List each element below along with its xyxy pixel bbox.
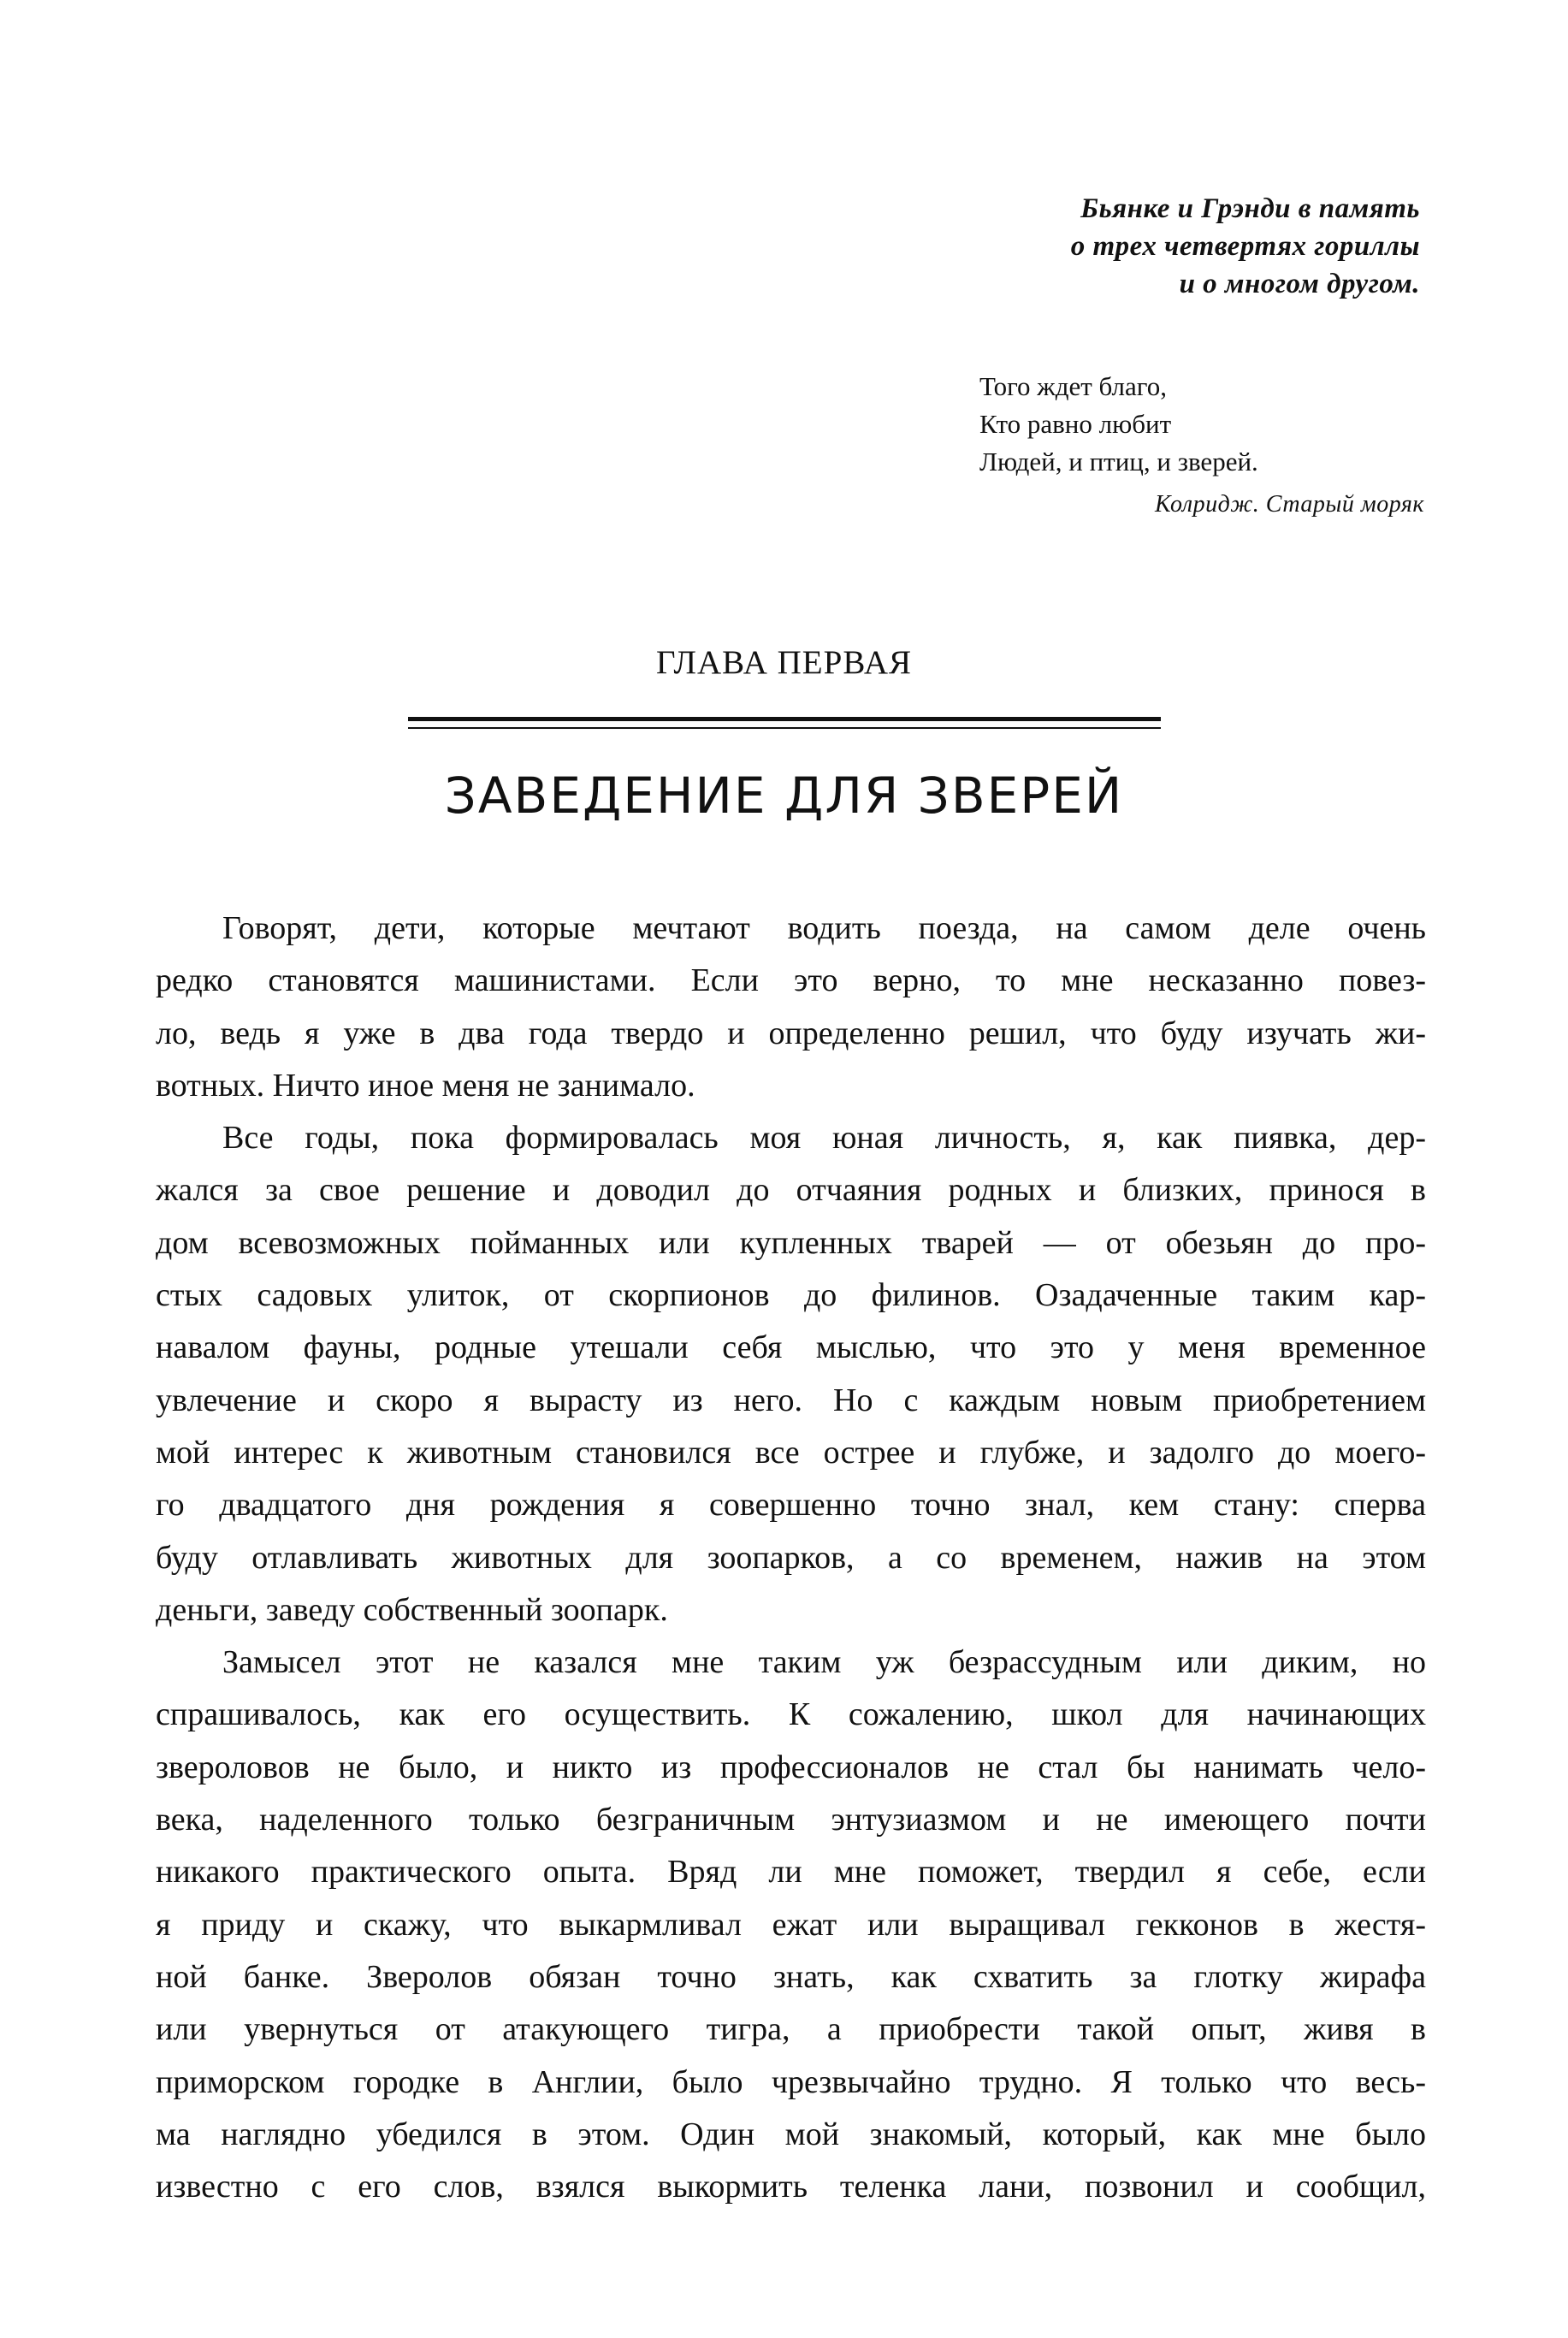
chapter-divider-thick <box>408 717 1161 721</box>
text-line: известно с его слов, взялся выкормить теленка лани, позвонил и сообщил, <box>156 2169 1426 2205</box>
epigraph <box>979 368 1424 522</box>
chapter-title: ЗАВЕДЕНИЕ ДЛЯ ЗВЕРЕЙ <box>444 767 1124 825</box>
text-line: спрашивалось, как его осуществить. К сожалению, школ для начинающих <box>156 1696 1426 1733</box>
text-line: ной банке. Зверолов обязан точно знать, как схватить за глотку жирафа <box>156 1958 1426 1995</box>
paragraph-2 <box>156 1112 1426 1637</box>
text-line: Говорят, дети, которые мечтают водить поезда, на самом деле очень <box>222 910 1426 946</box>
body-text <box>156 903 1426 2213</box>
paragraph-3 <box>156 1637 1426 2213</box>
text-line: увлечение и скоро я вырасту из него. Но с каждым новым приобретением <box>156 1382 1426 1418</box>
epigraph-line: Того ждет благо, <box>979 371 1167 401</box>
text-line: навалом фауны, родные утешали себя мыслью, что это у меня временное <box>156 1329 1426 1366</box>
text-line: приморском городке в Англии, было чрезвычайно трудно. Я только что весь- <box>156 2063 1426 2100</box>
text-line: века, наделенного только безграничным энтузиазмом и не имеющего почти <box>156 1802 1426 1838</box>
text-line: или увернуться от атакующего тигра, а приобрести такой опыт, живя в <box>156 2011 1426 2048</box>
text-line: жался за свое решение и доводил до отчаяния родных и близких, принося в <box>156 1172 1426 1209</box>
text-line: вотных. Ничто иное меня не занимало. <box>156 1067 695 1104</box>
text-line: звероловов не было, и никто из профессионалов не стал бы нанимать чело- <box>156 1749 1426 1785</box>
chapter-divider-thin <box>408 727 1161 729</box>
text-line: редко становятся машинистами. Если это верно, то мне несказанно повез- <box>156 962 1426 999</box>
epigraph-verse <box>979 368 1424 481</box>
dedication-line: о трех четвертях гориллы <box>1070 231 1420 262</box>
text-line: Замысел этот не казался мне таким уж безрассудным или диким, но <box>222 1644 1426 1681</box>
text-line: дом всевозможных пойманных или купленных тварей — от обезьян до про- <box>156 1224 1426 1261</box>
text-line: буду отлавливать животных для зоопарков, а со временем, нажив на этом <box>156 1539 1426 1576</box>
dedication <box>890 190 1420 303</box>
text-line: ло, ведь я уже в два года твердо и определенно решил, что буду изучать жи- <box>156 1015 1426 1051</box>
text-line: Все годы, пока формировалась моя юная личность, я, как пиявка, дер- <box>222 1120 1426 1157</box>
text-line: деньги, заведу собственный зоопарк. <box>156 1591 668 1628</box>
text-line: ма наглядно убедился в этом. Один мой знакомый, который, как мне было <box>156 2116 1426 2152</box>
text-line: стых садовых улиток, от скорпионов до филинов. Озадаченные таким кар- <box>156 1277 1426 1314</box>
text-line: я приду и скажу, что выкармливал ежат или выращивал гекконов в жестя- <box>156 1906 1426 1943</box>
epigraph-attribution: Колридж. Старый моряк <box>1155 491 1424 518</box>
dedication-line: Бьянке и Грэнди в память <box>1080 193 1420 224</box>
text-line: никакого практического опыта. Вряд ли мне поможет, твердил я себе, если <box>156 1854 1426 1891</box>
text-line: го двадцатого дня рождения я совершенно точно знал, кем стану: сперва <box>156 1487 1426 1524</box>
dedication-line: и о многом другом. <box>1179 269 1420 299</box>
epigraph-line: Кто равно любит <box>979 409 1172 439</box>
epigraph-line: Людей, и птиц, и зверей. <box>979 447 1258 476</box>
chapter-label: ГЛАВА ПЕРВАЯ <box>655 644 913 681</box>
text-line: мой интерес к животным становился все острее и глубже, и задолго до моего- <box>156 1434 1426 1471</box>
paragraph-1 <box>156 903 1426 1112</box>
